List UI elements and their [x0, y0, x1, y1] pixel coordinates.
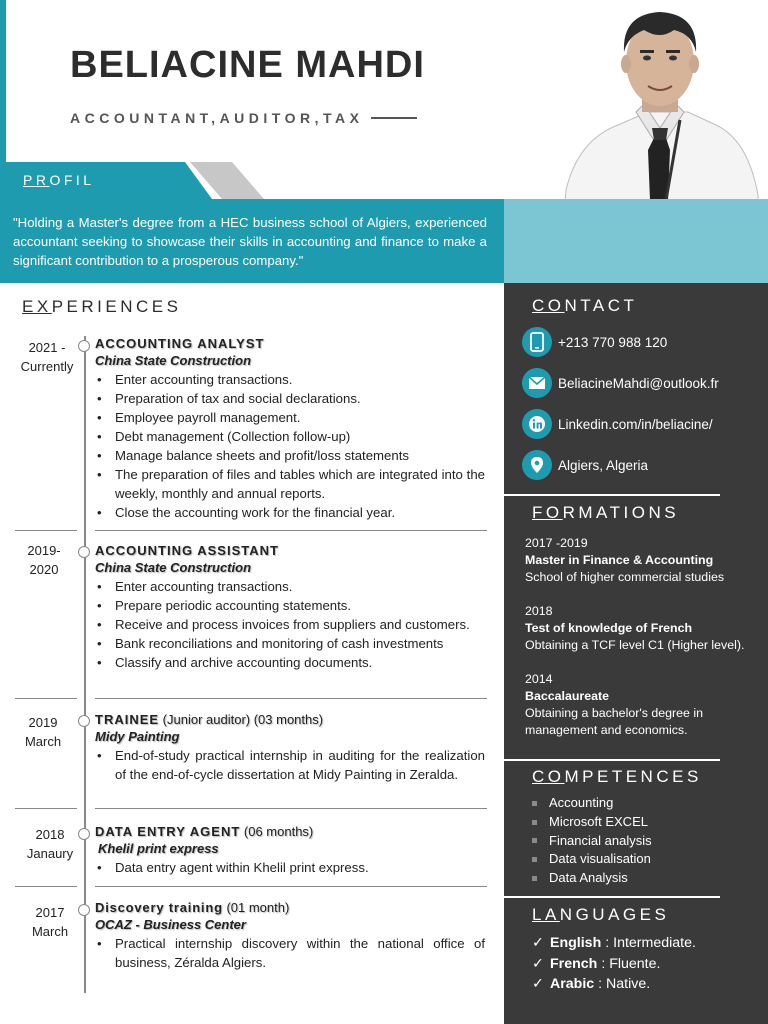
contact-linkedin[interactable] — [522, 409, 713, 439]
contact-heading: CONTACT — [532, 296, 638, 315]
contact-email[interactable] — [522, 368, 719, 398]
experience-item — [95, 712, 485, 784]
timeline-line — [84, 336, 86, 993]
experience-item — [95, 336, 485, 522]
experience-item — [95, 543, 485, 672]
contact-location — [522, 450, 648, 480]
formations-heading: FORMATIONS — [532, 503, 680, 522]
task-item: • The preparation of files and tables which are integrated into the weekly, monthly and annual reports. — [95, 465, 485, 503]
date-separator — [15, 530, 77, 531]
checkmark-icon: ✓ — [532, 976, 544, 992]
experience-date: 2019 March — [24, 715, 62, 749]
formation-degree: Test of knowledge of French — [525, 621, 693, 635]
company-name: OCAZ - Business Center — [95, 917, 246, 932]
company-name: China State Construction — [95, 560, 252, 575]
formation-year: 2018 — [525, 604, 553, 618]
company-name: Khelil print express — [98, 841, 219, 856]
language-item: ✓ French : Fluente. — [532, 954, 696, 975]
task-item: • Prepare periodic accounting statements. — [95, 596, 485, 615]
experience-date: 2021 - Currently — [20, 340, 74, 374]
date-separator — [15, 808, 77, 809]
formation-item — [525, 603, 760, 654]
section-separator — [95, 808, 487, 809]
task-item: • Receive and process invoices from suppliers and customers. — [95, 615, 485, 634]
candidate-name: BELIACINE MAHDI — [70, 44, 425, 86]
subtitle-rule — [371, 117, 417, 119]
competence-item: Financial analysis — [532, 832, 652, 851]
competence-item: Microsoft EXCEL — [532, 813, 652, 832]
profil-heading: PROFIL — [23, 172, 95, 188]
phone-icon — [522, 327, 552, 357]
task-item: • Debt management (Collection follow-up) — [95, 427, 485, 446]
task-item: • Enter accounting transactions. — [95, 370, 485, 389]
formation-year: 2014 — [525, 672, 553, 686]
date-separator — [15, 886, 77, 887]
date-separator — [15, 698, 77, 699]
competence-item: Accounting — [532, 794, 652, 813]
experience-item — [95, 900, 485, 972]
task-list — [95, 934, 485, 972]
task-list — [95, 370, 485, 522]
email-icon — [522, 368, 552, 398]
languages-list — [532, 933, 696, 995]
competence-item: Data visualisation — [532, 850, 652, 869]
location-pin-icon — [522, 450, 552, 480]
task-list — [95, 858, 485, 877]
timeline-dot — [78, 546, 90, 558]
square-bullet-icon — [532, 876, 537, 881]
accent-stripe — [0, 0, 6, 162]
section-separator — [95, 886, 487, 887]
job-title: ACCOUNTING ANALYST — [95, 336, 265, 351]
competences-list — [532, 794, 652, 888]
location-text: Algiers, Algeria — [558, 457, 649, 473]
task-item: • Data entry agent within Khelil print express. — [95, 858, 485, 877]
sidebar-divider — [504, 494, 720, 496]
section-separator — [95, 698, 487, 699]
section-separator — [95, 530, 487, 531]
experiences-heading: EXPERIENCES — [22, 297, 182, 316]
job-title: TRAINEE (Junior auditor) (03 months) — [95, 712, 324, 727]
square-bullet-icon — [532, 801, 537, 806]
linkedin-url: Linkedin.com/in/beliacine/ — [558, 416, 713, 432]
task-item: • Practical internship discovery within the national office of business, Zéralda Algiers. — [95, 934, 485, 972]
square-bullet-icon — [532, 820, 537, 825]
formation-detail: Obtaining a TCF level C1 (Higher level). — [525, 638, 745, 652]
task-item: • End-of-study practical internship in auditing for the realization of the end-of-cycle dissertation at Midy Painting in Zeralda. — [95, 746, 485, 784]
task-item: • Close the accounting work for the financial year. — [95, 503, 485, 522]
formation-item — [525, 535, 760, 586]
formation-detail: School of higher commercial studies — [525, 570, 725, 584]
linkedin-icon — [522, 409, 552, 439]
task-item: • Manage balance sheets and profit/loss statements — [95, 446, 485, 465]
task-item: • Employee payroll management. — [95, 408, 485, 427]
contact-phone[interactable] — [522, 327, 667, 357]
formation-year: 2017 -2019 — [525, 536, 588, 550]
profil-summary: "Holding a Master's degree from a HEC business school of Algiers, experienced accountant seeking to showcase their skills in accounting and finance to make a significant contribution to a prosperous company." — [13, 215, 487, 268]
formation-degree: Baccalaureate — [525, 689, 610, 703]
language-item: ✓ Arabic : Native. — [532, 974, 696, 995]
timeline-dot — [78, 715, 90, 727]
task-item: • Enter accounting transactions. — [95, 577, 485, 596]
experience-date: 2017 March — [31, 905, 69, 939]
square-bullet-icon — [532, 857, 537, 862]
languages-heading: LANGUAGES — [532, 905, 670, 924]
job-title: DATA ENTRY AGENT (06 months) — [95, 824, 314, 839]
job-title: ACCOUNTING ASSISTANT — [95, 543, 279, 558]
square-bullet-icon — [532, 838, 537, 843]
job-title: Discovery training (01 month) — [95, 900, 290, 915]
checkmark-icon: ✓ — [532, 955, 544, 972]
job-subtitle: ACCOUNTANT,AUDITOR,TAX — [70, 110, 364, 126]
formation-degree: Master in Finance & Accounting — [525, 553, 714, 567]
sidebar-divider — [504, 759, 720, 761]
company-name: Midy Painting — [95, 729, 180, 744]
subtitle-row — [70, 110, 417, 126]
experience-date: 2018 Janaury — [26, 827, 74, 861]
task-item: • Preparation of tax and social declarations. — [95, 389, 485, 408]
sidebar-divider — [504, 896, 720, 898]
company-name: China State Construction — [95, 353, 252, 368]
checkmark-icon: ✓ — [532, 935, 544, 951]
phone-number: +213 770 988 120 — [558, 334, 668, 350]
experience-date: 2019- 2020 — [27, 543, 61, 577]
language-item: ✓ English : Intermediate. — [532, 933, 696, 954]
competences-heading: COMPETENCES — [532, 767, 702, 786]
formation-item — [525, 671, 725, 739]
formation-detail: Obtaining a bachelor's degree in management and economics. — [525, 706, 704, 737]
task-list — [95, 577, 485, 672]
competence-item: Data Analysis — [532, 869, 652, 888]
email-address: BeliacineMahdi@outlook.fr — [558, 375, 719, 391]
task-item: • Bank reconciliations and monitoring of cash investments — [95, 634, 485, 653]
task-list — [95, 746, 485, 784]
profil-band-light — [504, 199, 768, 283]
task-item: • Classify and archive accounting documents. — [95, 653, 485, 672]
experience-item — [95, 824, 485, 877]
